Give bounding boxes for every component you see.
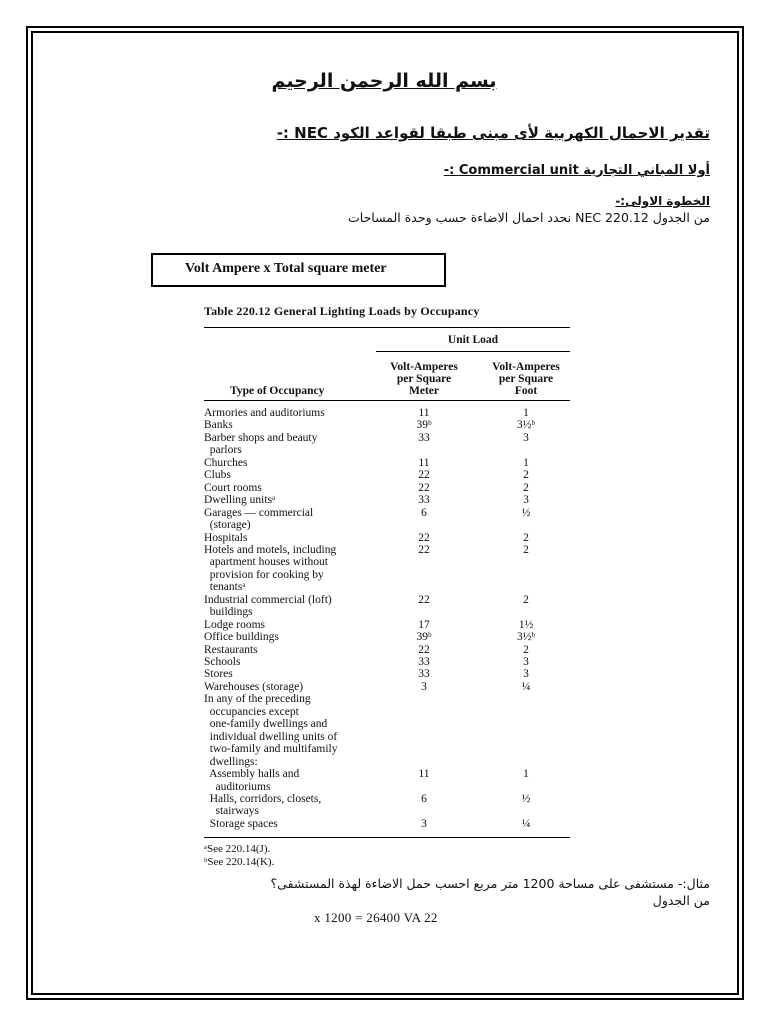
table-row-type: Churches xyxy=(204,456,248,469)
table-row-va-foot: 2 xyxy=(523,593,529,606)
table-row-type: individual dwelling units of xyxy=(204,730,338,743)
table-row-va-meter: 39ᵇ xyxy=(416,631,432,644)
table-row-va-meter: 11 xyxy=(418,768,430,781)
table-row-type: Warehouses (storage) xyxy=(204,680,304,693)
formula-box xyxy=(151,253,446,287)
unit-load-rule xyxy=(376,351,570,352)
table-row-type: Office buildings xyxy=(204,631,279,644)
formula-text: Volt Ampere x Total square meter xyxy=(185,261,387,276)
table-row-va-foot: 3½ᵇ xyxy=(517,419,535,432)
table-row-va-meter: 6 xyxy=(421,506,427,519)
table-row-va-meter: 3 xyxy=(421,817,427,830)
table-title: Table 220.12 General Lighting Loads by Occupancy xyxy=(204,304,480,318)
table-row-va-foot: 2 xyxy=(523,481,529,494)
table-row-type: Lodge rooms xyxy=(204,618,266,631)
col-header-va-meter: Volt-Amperes per Square Meter xyxy=(390,361,458,397)
table-row-va-meter: 22 xyxy=(418,593,430,606)
table-row-va-foot: 1 xyxy=(523,456,529,469)
table-row-va-foot: 2 xyxy=(523,543,529,556)
table-row-type: one-family dwellings and xyxy=(204,718,328,731)
col-header-type: Type of Occupancy xyxy=(230,385,325,397)
table-row-type: Storage spaces xyxy=(204,817,278,830)
step-text: من الجدول NEC 220.12 نحدد احمال الاضاءة حسب وحدة المساحات xyxy=(348,210,710,225)
table-row-type: Hospitals xyxy=(204,531,248,544)
table-row-type: Restaurants xyxy=(204,643,258,656)
table-row-va-foot: 3 xyxy=(523,668,529,681)
table-row-va-meter: 6 xyxy=(421,792,427,805)
table-row-type: tenantsᵃ xyxy=(204,581,246,594)
table-row-type: Halls, corridors, closets, xyxy=(204,792,322,805)
table-row-va-meter: 22 xyxy=(418,543,430,556)
table-row-va-foot: 3 xyxy=(523,431,529,444)
table-row-va-meter: 3 xyxy=(421,680,427,693)
table-row-va-meter: 22 xyxy=(418,643,430,656)
header-bottom-rule xyxy=(204,400,570,401)
step-title: الخطوة الاولى:- xyxy=(615,194,710,208)
unit-load-header: Unit Load xyxy=(447,334,499,346)
table-row-va-meter: 17 xyxy=(418,618,430,631)
table-row-type: Industrial commercial (loft) xyxy=(204,593,332,606)
table-row-va-foot: 3 xyxy=(523,494,529,507)
table-row-va-meter: 33 xyxy=(418,656,430,668)
table-row-type: Barber shops and beauty xyxy=(204,431,318,444)
section-heading: أولا المباني التجارية Commercial unit :- xyxy=(443,163,710,178)
table-row-type: apartment houses without xyxy=(204,556,328,569)
table-row-type: parlors xyxy=(204,444,242,457)
col-header-va-foot: Volt-Amperes per Square Foot xyxy=(492,361,560,397)
table-top-rule xyxy=(204,327,570,328)
table-row-va-foot: 1 xyxy=(523,407,529,419)
table-row-va-meter: 11 xyxy=(418,456,430,469)
table-row-va-foot: 1 xyxy=(523,768,529,781)
table-row-type: (storage) xyxy=(204,519,251,532)
table-row-type: Garages — commercial xyxy=(204,506,314,519)
page-title: بسم الله الرحمن الرحيم xyxy=(271,70,497,92)
table-row-va-foot: 2 xyxy=(523,643,529,656)
main-heading: تقدير الاحمال الكهربية لأى مبنى طبقا لقواعد الكود NEC :- xyxy=(276,124,710,142)
table-row-va-meter: 22 xyxy=(418,481,430,494)
table-row-type: Assembly halls and xyxy=(204,768,300,781)
table-row-type: buildings xyxy=(204,606,253,619)
table-row-va-foot: 1½ xyxy=(518,618,534,631)
table-row-type: Court rooms xyxy=(204,481,262,494)
table-row-va-meter: 33 xyxy=(418,668,430,681)
table-row-type: Armories and auditoriums xyxy=(204,407,325,419)
table-row-va-foot: 2 xyxy=(523,469,529,482)
table-row-va-meter: 33 xyxy=(418,494,430,507)
table-row-type: occupancies except xyxy=(204,705,299,718)
table-row-type: Dwelling unitsᵃ xyxy=(204,494,276,507)
table-row-va-meter: 22 xyxy=(418,469,430,482)
table-row-va-foot: ¼ xyxy=(521,680,531,693)
table-row-va-foot: 3 xyxy=(523,656,529,668)
table-row-type: two-family and multifamily xyxy=(204,743,338,756)
table-row-type: stairways xyxy=(204,805,259,818)
table-row-va-foot: ½ xyxy=(521,506,531,519)
table-row-type: dwellings: xyxy=(204,755,258,768)
table-row-type: Banks xyxy=(204,419,233,432)
table-row-type: auditoriums xyxy=(204,780,271,793)
table-row-va-foot: ½ xyxy=(521,792,531,805)
table-row-va-meter: 39ᵇ xyxy=(416,419,432,432)
table-bottom-rule xyxy=(204,837,570,838)
table-row-type: Stores xyxy=(204,668,233,681)
footnote-b: ᵇSee 220.14(K). xyxy=(204,856,275,868)
table-row-type: Schools xyxy=(204,656,241,668)
table-row-va-foot: ¼ xyxy=(521,817,531,830)
table-row-va-foot: 3½ᵇ xyxy=(517,631,535,644)
example-from-table: من الجدول xyxy=(652,893,710,908)
example-question: مثال:- مستشفى على مساحة 1200 متر مربع احسب حمل الاضاءة لهذة المستشفى؟ xyxy=(270,876,710,891)
table-row-type: Hotels and motels, including xyxy=(204,543,337,556)
table-row-va-foot: 2 xyxy=(523,531,529,544)
footnote-a: ᵃSee 220.14(J). xyxy=(204,843,271,855)
table-row-type: In any of the preceding xyxy=(204,693,311,706)
table-row-va-meter: 33 xyxy=(418,431,430,444)
table-row-type: provision for cooking by xyxy=(204,568,324,581)
table-row-va-meter: 22 xyxy=(418,531,430,544)
table-row-type: Clubs xyxy=(204,469,231,482)
table-row-va-meter: 11 xyxy=(418,407,430,419)
example-calculation: x 1200 = 26400 VA 22 xyxy=(314,910,438,925)
